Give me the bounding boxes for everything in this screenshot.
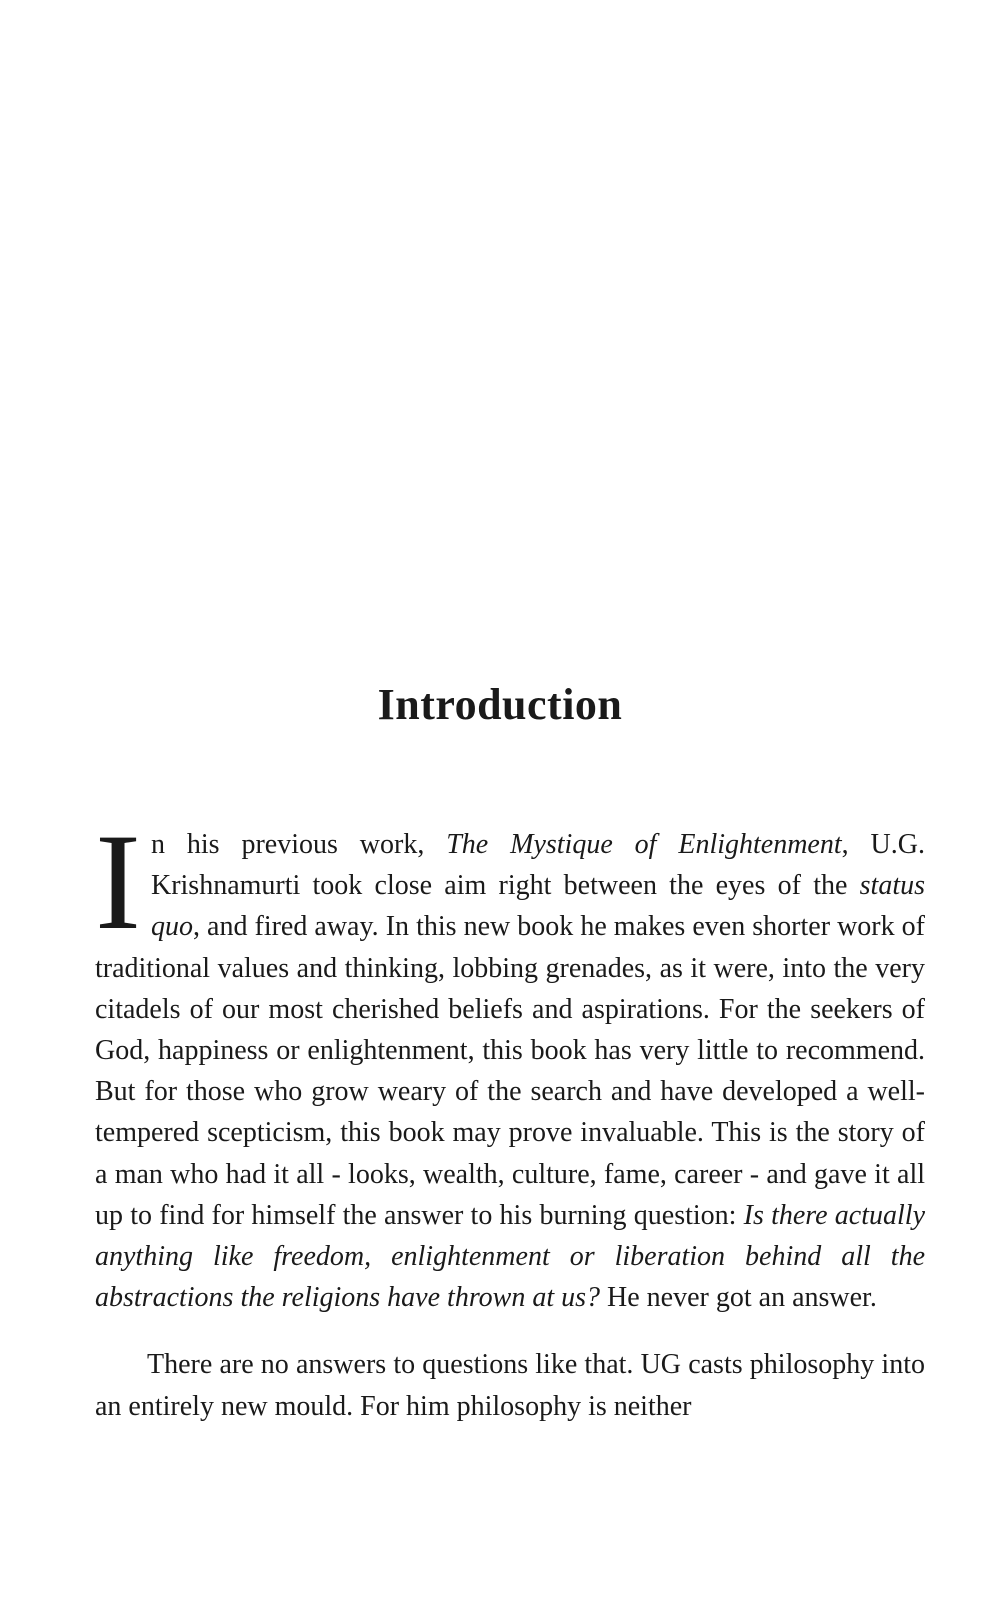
drop-cap: I [95,805,141,958]
status-quo-phrase: status quo [150,870,925,943]
body-text [95,805,925,1427]
paragraph-1-text-b: , U.G. Krishnamurti took close aim right between the eyes of the [150,829,925,902]
paragraph-1-text-a: n his previous work, [150,829,447,860]
page-title: Introduction [377,680,623,729]
burning-question: Is there actually anything like freedom, enlightenment or liberation behind all the abstractions the religions have thrown at us? [95,1199,925,1314]
paragraph-2: There are no answers to questions like that. UG casts philosophy into an entirely new mould. For him philosophy is neither [95,1349,925,1422]
book-title: The Mystique of Enlightenment [446,829,842,860]
paragraph-1 [95,805,925,1318]
paragraph-1-text-d: He never got an answer. [600,1282,877,1314]
paragraph-1-text-c: , and fired away. In this new book he makes even shorter work of traditional values and thinking, lobbing grenades, as it were, into the very citadels of our most cherished beliefs and aspirations. For the seekers of God, happiness or enlightenment, this book has very little to recommend. But for those who grow weary of the search and have developed a well-tempered scepticism, this book may prove invaluable. This is the story of a man who had it all - looks, wealth, culture, fame, career - and gave it all up to find for himself the answer to his burning question: [95,911,925,1231]
